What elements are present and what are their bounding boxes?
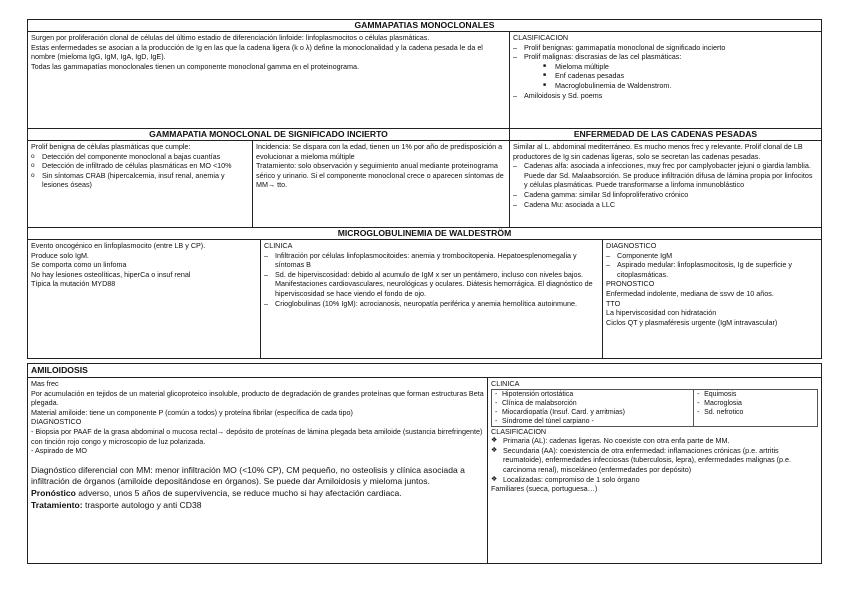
list-item: ❖ Secundaria (AA): coexistencia de otra enfermedad: inflamaciones crónicas (p.e. artritis reumatoide), enfermedades infecciosas (tuberculosis, lepra), enfermedades malignas (p.e. carcinoma renal), misceláneo (enfermedades por depósito): [491, 446, 818, 475]
waldenstrom-table: [27, 227, 822, 359]
gmsi-incidencia-text: Incidencia: Se dispara con la edad, tienen un 1% por año de predisposición a evolucionar a mieloma múltiple: [256, 142, 503, 161]
gmsi-intro: Prolif benigna de células plasmáticas que cumple:: [31, 142, 191, 151]
document-page: [27, 19, 822, 564]
clinica-right: [694, 389, 818, 426]
line: Material amiloide: tiene un componente P (común a todos) y proteína fibrilar (específica de cada tipo): [31, 407, 353, 417]
clasif-title: CLASIFICACION: [491, 426, 547, 436]
tto-title: TTO: [606, 298, 621, 308]
familiares-text: Familiares (sueca, portuguesa…): [491, 484, 598, 494]
list-item: o Sin síntomas CRAB (hipercalcemia, insuf renal, anemia y lesiones óseas): [31, 171, 249, 190]
gmsi-incidencia: [253, 141, 510, 228]
waldenstrom-clinica: [261, 240, 603, 359]
line: No hay lesiones osteolíticas, hiperCa o insuf renal: [31, 269, 191, 279]
list-item: - Clínica de malabsorción: [494, 399, 691, 408]
amiloidosis-title: AMILOIDOSIS: [28, 364, 822, 378]
pronostico-label: Pronóstico: [31, 487, 76, 498]
amiloidosis-table: [27, 363, 822, 564]
tratamiento-line: [31, 500, 484, 512]
list-item: – Prolif malignas: discrasias de las cel plasmáticas:: [513, 52, 818, 62]
gammapatias-title: GAMMAPATIAS MONOCLONALES: [28, 20, 822, 32]
clinica-left: [492, 389, 694, 426]
list-item: - Equimosis: [696, 390, 815, 399]
line: Produce solo IgM.: [31, 250, 89, 260]
list-item: - Síndrome del túnel carpiano -: [494, 417, 691, 426]
cadenas-intro: Similar al L. abdominal mediterráneo. Es mucho menos frec y relevante. Prolif clonal de LB productores de Ig sin cadenas ligeras, solo se secretan las cadenas pesadas.: [513, 142, 803, 161]
line: - Biopsia por PAAF de la grasa abdominal o mucosa rectal→ depósito de proteínas de lámina plegada beta amiloide (sustancia birrefringente) con tinción rojo congo y microscopio de luz polarizada.: [31, 426, 483, 446]
gammapatias-table: [27, 19, 822, 129]
list-item: ■ Macroglobulinemia de Waldenstrom.: [513, 81, 818, 91]
list-item: – Cadena gamma: similar Sd linfoproliferativo crónico: [513, 190, 818, 200]
tto-line: La hiperviscosidad con hidratación: [606, 308, 717, 318]
pron-text: Enfermedad indolente, mediana de ssvv de 10 años.: [606, 288, 774, 298]
line: DIAGNOSTICO: [31, 417, 82, 427]
line: Mas frec: [31, 379, 59, 388]
list-item: o Detección de infiltrado de células plasmáticas en MO <10%: [31, 161, 249, 171]
intro-line: Todas las gammapatías monoclonales tienen un componente monoclonal gamma en el proteinograma.: [31, 61, 360, 71]
pronostico-text: adverso, unos 5 años de supervivencia, se reduce mucho si hay afectación cardiaca.: [75, 487, 402, 498]
list-item: – Amiloidosis y Sd. poems: [513, 91, 818, 101]
list-item: o Detección del componente monoclonal a bajas cuantías: [31, 152, 249, 162]
dd-text: Diagnóstico diferencial con MM: menor infiltración MO (<10% CP), CM pequeño, no osteolisis y clínica asociada a infiltración de órganos (amiloide depositándose en órganos). Se puede dar Amiloidosis y mieloma juntos.: [31, 464, 465, 487]
list-item: - Hipotensión ortostática: [494, 390, 691, 399]
list-item: ❖ Primaria (AL): cadenas ligeras. No coexiste con otra enfa parte de MM.: [491, 436, 818, 446]
gammapatias-clasificacion: [510, 32, 822, 129]
list-item: – Componente IgM: [606, 251, 818, 261]
list-item: ■ Mieloma múltiple: [513, 62, 818, 72]
waldenstrom-title: MICROGLOBULINEMIA DE WALDESTRÖM: [28, 228, 822, 240]
cadenas-title: ENFERMEDAD DE LAS CADENAS PESADAS: [510, 129, 822, 141]
list-item: - Macroglosia: [696, 399, 815, 408]
list-item: – Cadena Mu: asociada a LLC: [513, 200, 818, 210]
intro-line: Estas enfermedades se asocian a la producción de Ig en las que la cadena ligera (k o λ) define la monoclonalidad y la cadena pesada le da el nombre (mieloma IgG, IgM, IgA, IgD, IgE).: [31, 42, 483, 62]
clinica-title: CLINICA: [264, 241, 293, 250]
pron-title: PRONOSTICO: [606, 279, 655, 289]
gmsi-cadenas-table: [27, 128, 822, 228]
line: Típica la mutación MYD88: [31, 279, 116, 289]
tto-line: Ciclos QT y plasmaféresis urgente (IgM intravascular): [606, 317, 778, 327]
gammapatias-intro: [28, 32, 510, 129]
list-item: – Cadenas alfa: asociada a infecciones, muy frec por camplyobacter jejuni o giardia lamblia. Puede dar Sd. Malaabsorción. Se produce infiltración difusa de lámina propia por linfocitos y células plasmáticas. Puede transformarse a linfoma inmunoblástico: [513, 161, 818, 190]
list-item: – Prolif benignas: gammapatía monoclonal de significado incierto: [513, 43, 818, 53]
list-item: - Miocardiopatía (Insuf. Card. y arritmias): [494, 408, 691, 417]
cadenas-body: [510, 141, 822, 228]
list-item: - Sd. nefrotico: [696, 408, 815, 417]
waldenstrom-diagnostico: [603, 240, 822, 359]
pronostico-line: [31, 488, 484, 500]
tratamiento-label: Tratamiento:: [31, 499, 83, 510]
line: Evento oncogénico en linfoplasmocito (entre LB y CP).: [31, 241, 206, 250]
list-item: – Infiltración por células linfoplasmocitoides: anemia y trombocitopenia. Hepatoesplenomegalia y síntomas B: [264, 251, 599, 270]
tratamiento-text: trasporte autologo y anti CD38: [82, 499, 202, 510]
line: Por acumulación en tejidos de un material glicoproteico insoluble, producto de degradación de grandes proteínas que forman estructuras Beta plegada.: [31, 388, 484, 408]
gmsi-criterios: [28, 141, 253, 228]
list-item: – Sd. de hiperviscosidad: debido al acumulo de IgM x ser un pentámero, incluso con niveles bajos. Manifestaciones cardiovasculares, neurológicas y oculares. Diátesis hemorrágica. El diagnóstico de hiperviscosidad se hace viendo el fondo de ojo.: [264, 270, 599, 299]
clinica-table: [491, 389, 818, 427]
clinica-title: CLINICA: [491, 379, 520, 388]
waldenstrom-left: [28, 240, 261, 359]
amiloidosis-right: [488, 378, 822, 564]
amiloidosis-left: [28, 378, 488, 564]
gmsi-title: GAMMAPATIA MONOCLONAL DE SIGNIFICADO INCIERTO: [28, 129, 510, 141]
list-item: – Crioglobulinas (10% IgM): acrocianosis, neuropatía periférica y anemia hemolítica autoinmune.: [264, 299, 599, 309]
list-item: ❖ Localizadas: compromiso de 1 solo órgano: [491, 475, 818, 485]
gmsi-tratamiento-text: Tratamiento: solo observación y seguimiento anual mediante proteinograma sérico y urinario. Si el componente monoclonal crece o aparecen síntomas de MM→ tto.: [256, 161, 504, 190]
line: Se comporta como un linfoma: [31, 260, 127, 270]
diag-title: DIAGNOSTICO: [606, 241, 657, 250]
list-item: ■ Enf cadenas pesadas: [513, 71, 818, 81]
intro-line: Surgen por proliferación clonal de células del último estadio de diferenciación linfoide: linfoplasmocitos o células plasmáticas.: [31, 33, 430, 42]
clasificacion-title: CLASIFICACION: [513, 33, 569, 42]
line: - Aspirado de MO: [31, 446, 87, 456]
list-item: – Aspirado medular: linfoplasmocitosis, Ig de superficie y citoplasmáticas.: [606, 260, 818, 279]
